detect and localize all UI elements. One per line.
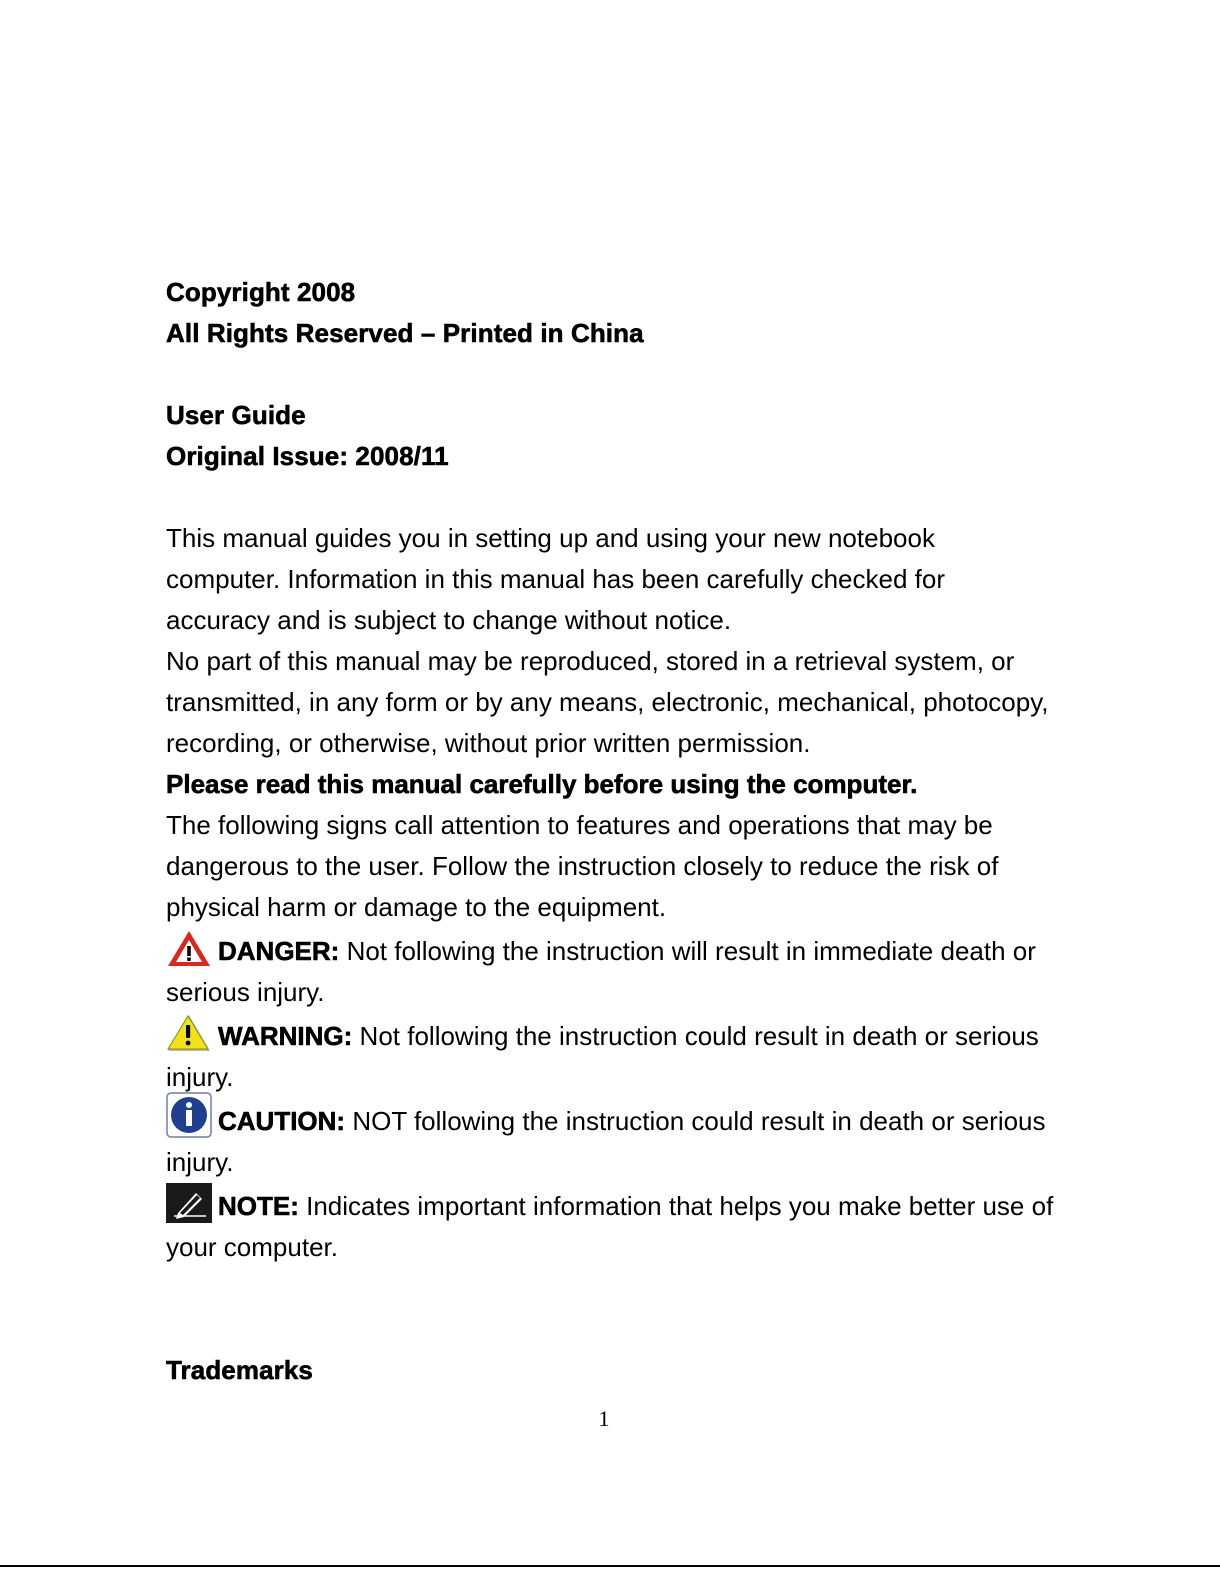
- note-text: Indicates important information that helps you make better use of your computer.: [166, 1191, 1054, 1262]
- spacer: [166, 477, 1056, 518]
- spacer: [166, 354, 1056, 395]
- signs-paragraph: The following signs call attention to features and operations that may be dangerous to the user. Follow the instruction closely to reduce the risk of physical harm or damage to the equipment.: [166, 810, 999, 922]
- caution-label: CAUTION:: [218, 1106, 346, 1136]
- bottom-divider: [0, 1565, 1220, 1567]
- rights-line: All Rights Reserved – Printed in China: [166, 318, 644, 348]
- warning-triangle-icon: [166, 1013, 212, 1053]
- note-pencil-icon: [166, 1183, 212, 1223]
- page-number: 1: [598, 1406, 610, 1431]
- warning-text: Not following the instruction could result in death or serious injury.: [166, 1021, 1039, 1092]
- danger-notice: [166, 928, 1056, 1013]
- guide-title: User Guide: [166, 400, 306, 430]
- warning-label: WARNING:: [218, 1021, 353, 1051]
- trademarks-heading: Trademarks: [166, 1355, 313, 1385]
- read-manual-notice: Please read this manual carefully before using the computer.: [166, 769, 918, 799]
- caution-notice: [166, 1098, 1056, 1183]
- info-caution-icon: [166, 1098, 212, 1138]
- note-notice: [166, 1183, 1056, 1268]
- intro-paragraph: This manual guides you in setting up and using your new notebook computer. Information in this manual has been carefully checked for accuracy and is subject to change without notice.: [166, 523, 945, 635]
- warning-notice: [166, 1013, 1056, 1098]
- copyright-line: Copyright 2008: [166, 277, 356, 307]
- note-label: NOTE:: [218, 1191, 299, 1221]
- danger-text: Not following the instruction will result in immediate death or serious injury.: [166, 936, 1036, 1007]
- issue-line: Original Issue: 2008/11: [166, 441, 449, 471]
- copy-restriction-paragraph: No part of this manual may be reproduced, stored in a retrieval system, or transmitted, in any form or by any means, electronic, mechanical, photocopy, recording, or otherwise, without prior written permission.: [166, 646, 1049, 758]
- caution-text: NOT following the instruction could result in death or serious injury.: [166, 1106, 1046, 1177]
- danger-triangle-icon: [166, 928, 212, 968]
- document-body: [166, 272, 1056, 1391]
- danger-label: DANGER:: [218, 936, 340, 966]
